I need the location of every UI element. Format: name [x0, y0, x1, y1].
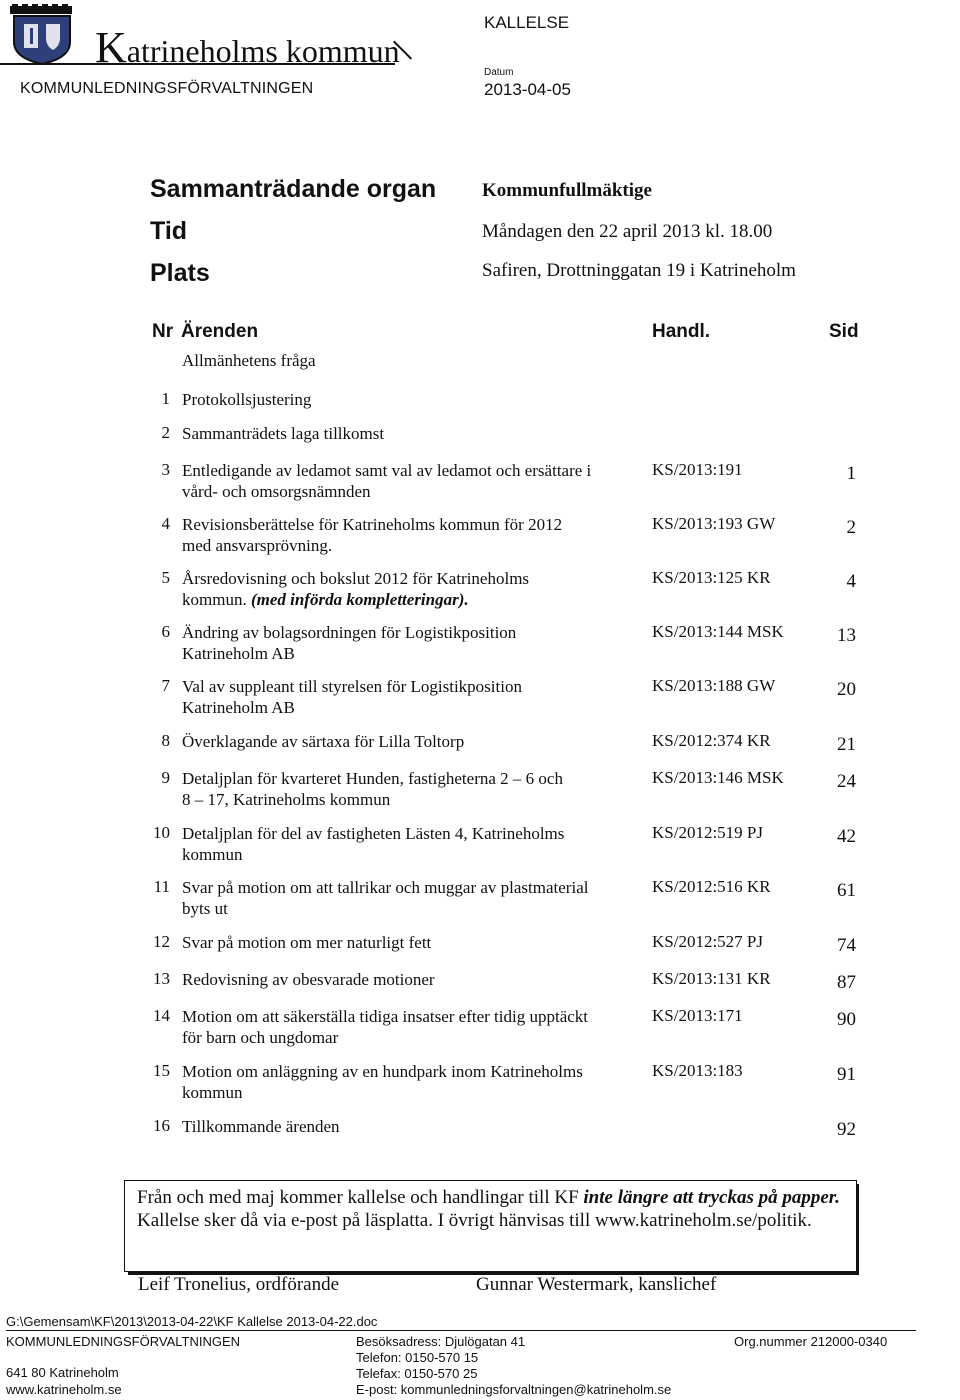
agenda-item-line1: Svar på motion om mer naturligt fett	[182, 933, 432, 952]
agenda-item	[0, 676, 960, 717]
agenda-item-line2-text: för barn och ungdomar	[182, 1028, 339, 1047]
agenda-item	[0, 823, 960, 864]
footer-org-number: Org.nummer 212000-0340	[734, 1334, 888, 1349]
agenda-item	[0, 514, 960, 555]
municipality-initial: K	[95, 23, 127, 72]
time-label: Tid	[150, 217, 188, 245]
agenda-item-line2	[182, 1027, 652, 1048]
agenda-item	[0, 768, 960, 809]
agenda-item-number: 6	[161, 622, 170, 641]
agenda-item-line2-text: byts ut	[182, 899, 228, 918]
agenda-item-line2	[182, 697, 652, 718]
agenda-item-line1: Överklagande av särtaxa för Lilla Toltorp	[182, 732, 465, 751]
agenda-item-number: 15	[153, 1061, 170, 1080]
agenda-item	[0, 622, 960, 663]
agenda-item-reference: KS/2013:191	[652, 460, 743, 479]
place-label: Plats	[150, 259, 210, 287]
agenda-item-line1: Sammanträdets laga tillkomst	[182, 424, 385, 443]
agenda-item-title	[182, 768, 652, 810]
time-value: Måndagen den 22 april 2013 kl. 18.00	[482, 221, 773, 242]
agenda-item-page: 2	[846, 517, 856, 538]
organ-label: Sammanträdande organ	[150, 175, 437, 203]
agenda-item-reference: KS/2013:183	[652, 1061, 743, 1080]
agenda-item-line1: Årsredovisning och bokslut 2012 för Katrineholms	[182, 569, 530, 588]
agenda-item-page: 13	[837, 625, 856, 646]
agenda-item-reference: KS/2013:131 KR	[652, 969, 771, 988]
agenda-item-number: 10	[153, 823, 170, 842]
agenda-item-page: 4	[846, 571, 856, 592]
date-label: Datum	[484, 67, 514, 78]
agenda-item-line1: Revisionsberättelse för Katrineholms kommun för 2012	[182, 515, 563, 534]
agenda-item-number: 9	[161, 768, 170, 787]
agenda-item-line2	[182, 844, 652, 865]
agenda-item-number: 16	[153, 1116, 170, 1135]
agenda-header-sid: Sid	[829, 321, 859, 342]
agenda-item	[0, 460, 960, 501]
agenda-item-title	[182, 731, 652, 752]
agenda-item	[0, 1116, 960, 1140]
footer-postal: 641 80 Katrineholm	[6, 1365, 119, 1380]
agenda-item-line2	[182, 481, 652, 502]
agenda-item	[0, 1006, 960, 1047]
agenda-item-number: 3	[161, 460, 170, 479]
agenda-item-title	[182, 350, 652, 371]
agenda-item-number: 1	[161, 389, 170, 408]
agenda-item-reference: KS/2013:193 GW	[652, 514, 776, 533]
agenda-item-page: 42	[837, 826, 856, 847]
agenda-item-reference: KS/2012:516 KR	[652, 877, 771, 896]
signature-secretary: Gunnar Westermark, kanslichef	[476, 1274, 717, 1295]
agenda-item-line2-text: kommun.	[182, 590, 251, 609]
agenda-item-page: 20	[837, 679, 856, 700]
agenda-item-title	[182, 460, 652, 502]
agenda-item-page: 87	[837, 972, 856, 993]
agenda-item-reference: KS/2012:374 KR	[652, 731, 771, 750]
agenda-item-line1: Allmänhetens fråga	[182, 351, 316, 370]
agenda-item-title	[182, 1116, 652, 1137]
agenda-item-line2-text: Katrineholm AB	[182, 644, 295, 663]
agenda-item	[0, 731, 960, 755]
agenda-item-number: 5	[161, 568, 170, 587]
agenda-item-title	[182, 932, 652, 953]
agenda-item-page: 1	[846, 463, 856, 484]
agenda-item-title	[182, 389, 652, 410]
footer-web: www.katrineholm.se	[6, 1382, 122, 1397]
agenda-item-line2	[182, 535, 652, 556]
agenda-item-title	[182, 514, 652, 556]
footer-visit-address: Besöksadress: Djulögatan 41	[356, 1334, 526, 1349]
agenda-item-line2	[182, 898, 652, 919]
agenda-item-number: 11	[153, 877, 170, 896]
notice-text-2: Kallelse sker då via e-post på läsplatta. I övrigt hänvisas till www.katrineholm.se/politik.	[137, 1210, 812, 1231]
agenda-item-title	[182, 622, 652, 664]
agenda-item-line1: Detaljplan för del av fastigheten Lästen 4, Katrineholms	[182, 824, 565, 843]
agenda-item	[0, 877, 960, 918]
agenda-item-line1: Redovisning av obesvarade motioner	[182, 970, 435, 989]
agenda-item-title	[182, 423, 652, 444]
agenda-item-page: 74	[837, 935, 856, 956]
footer-department: KOMMUNLEDNINGSFÖRVALTNINGEN	[6, 1334, 241, 1349]
agenda-item-page: 61	[837, 880, 856, 901]
agenda-item-number: 14	[153, 1006, 170, 1025]
agenda-item	[0, 568, 960, 609]
agenda-item-reference: KS/2013:125 KR	[652, 568, 771, 587]
agenda-item-line2-text: kommun	[182, 1083, 243, 1102]
notice-text-1: Från och med maj kommer kallelse och handlingar till KF	[137, 1187, 584, 1208]
agenda-item-title	[182, 676, 652, 718]
notice-shadow-side	[857, 1184, 859, 1275]
agenda-item-reference: KS/2013:144 MSK	[652, 622, 784, 641]
notice-box	[124, 1180, 857, 1272]
agenda-item-line2-text: kommun	[182, 845, 243, 864]
agenda-item	[0, 350, 960, 370]
agenda-item-line1: Tillkommande ärenden	[182, 1117, 340, 1136]
footer-fax: Telefax: 0150-570 25	[356, 1366, 478, 1381]
agenda-item-title	[182, 877, 652, 919]
agenda-item-line1: Entledigande av ledamot samt val av ledamot och ersättare i	[182, 461, 592, 480]
footer-email: E-post: kommunledningsforvaltningen@katrineholm.se	[356, 1382, 672, 1397]
agenda-item-reference: KS/2013:188 GW	[652, 676, 776, 695]
notice-text-emphasis: inte längre att tryckas på papper.	[583, 1187, 840, 1208]
agenda-item-page: 21	[837, 734, 856, 755]
agenda-header-nr: Nr	[152, 321, 174, 342]
agenda-item-line1: Motion om att säkerställa tidiga insatser efter tidig upptäckt	[182, 1007, 589, 1026]
agenda-item-title	[182, 568, 652, 610]
agenda-item-title	[182, 969, 652, 990]
agenda-item-line1: Ändring av bolagsordningen för Logistikposition	[182, 623, 517, 642]
agenda-item-line1: Val av suppleant till styrelsen för Logistikposition	[182, 677, 522, 696]
agenda-item-line2	[182, 589, 652, 610]
date-value: 2013-04-05	[484, 80, 571, 99]
agenda-item-title	[182, 1061, 652, 1103]
agenda-item	[0, 423, 960, 443]
place-value: Safiren, Drottninggatan 19 i Katrineholm	[482, 260, 796, 281]
document-type: KALLELSE	[484, 13, 570, 32]
agenda-item	[0, 932, 960, 956]
footer-rule	[6, 1330, 916, 1331]
agenda-item-line1: Motion om anläggning av en hundpark inom Katrineholms	[182, 1062, 583, 1081]
agenda-item-number: 4	[161, 514, 170, 533]
footer-phone: Telefon: 0150-570 15	[356, 1350, 479, 1365]
signature-chair: Leif Tronelius, ordförande	[138, 1274, 340, 1295]
agenda-item-line2	[182, 1082, 652, 1103]
agenda-item	[0, 1061, 960, 1102]
agenda-item-reference: KS/2013:146 MSK	[652, 768, 784, 787]
agenda-item-line1: Detaljplan för kvarteret Hunden, fastigheterna 2 – 6 och	[182, 769, 563, 788]
agenda-item-line2-emphasis: (med införda kompletteringar).	[250, 590, 469, 609]
agenda-item-reference: KS/2013:171	[652, 1006, 743, 1025]
agenda-header-arenden: Ärenden	[181, 321, 259, 342]
agenda-item-line2	[182, 643, 652, 664]
agenda-item-title	[182, 823, 652, 865]
agenda-item	[0, 389, 960, 409]
agenda-item-line2-text: 8 – 17, Katrineholms kommun	[182, 790, 391, 809]
agenda-item-page: 24	[837, 771, 856, 792]
agenda-item-page: 90	[837, 1009, 856, 1030]
municipality-crest-logo	[8, 4, 84, 66]
agenda-item-line1: Svar på motion om att tallrikar och muggar av plastmaterial	[182, 878, 589, 897]
agenda-item-number: 2	[161, 423, 170, 442]
municipality-rest: atrineholms kommun	[126, 33, 400, 69]
agenda-item-line2	[182, 789, 652, 810]
department-name: KOMMUNLEDNINGSFÖRVALTNINGEN	[20, 80, 314, 97]
agenda-item-title	[182, 1006, 652, 1048]
agenda-item-line2-text: vård- och omsorgsnämnden	[182, 482, 371, 501]
agenda-item-line1: Protokollsjustering	[182, 390, 312, 409]
agenda-item-number: 13	[153, 969, 170, 988]
agenda-item-page: 92	[837, 1119, 856, 1140]
agenda-item	[0, 969, 960, 993]
agenda-item-number: 12	[153, 932, 170, 951]
organ-value: Kommunfullmäktige	[482, 180, 652, 201]
agenda-item-number: 8	[161, 731, 170, 750]
agenda-item-line2-text: med ansvarsprövning.	[182, 536, 333, 555]
municipality-name	[95, 22, 400, 73]
file-path: G:\Gemensam\KF\2013\2013-04-22\KF Kallelse 2013-04-22.doc	[6, 1314, 378, 1329]
agenda-item-reference: KS/2012:519 PJ	[652, 823, 763, 842]
agenda-item-number: 7	[161, 676, 170, 695]
agenda-item-reference: KS/2012:527 PJ	[652, 932, 763, 951]
agenda-item-line2-text: Katrineholm AB	[182, 698, 295, 717]
agenda-item-page: 91	[837, 1064, 856, 1085]
agenda-header-handl: Handl.	[652, 321, 711, 342]
